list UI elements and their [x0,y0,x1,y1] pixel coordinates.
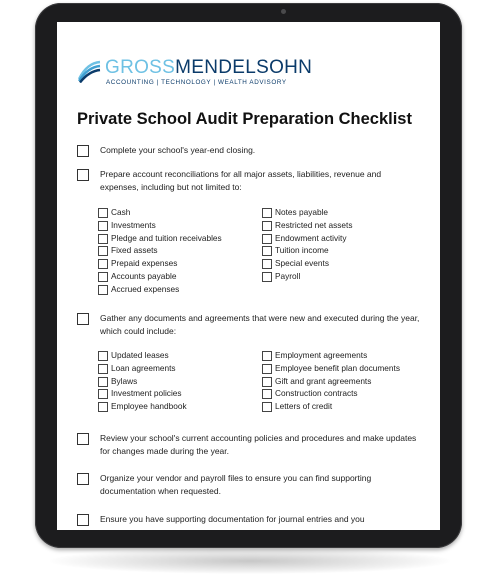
subitem-label: Payroll [275,270,301,281]
subitem-checkbox[interactable] [98,285,108,295]
subchecklist-left-column [98,349,187,413]
subitem-label: Gift and grant agreements [275,375,372,386]
subitem-checkbox[interactable] [262,351,272,361]
subitem-checkbox[interactable] [262,208,272,218]
subitem [98,270,222,283]
subitem-checkbox[interactable] [98,246,108,256]
floor-shadow [50,548,450,574]
subitem-label: Employment agreements [275,350,368,360]
subitem [98,362,187,375]
subitem-checkbox[interactable] [262,272,272,282]
subitem [262,270,352,283]
subitem-checkbox[interactable] [262,389,272,399]
subitem [98,232,222,245]
subitem-label: Accrued expenses [111,283,180,294]
subitem [98,206,222,219]
logo-tagline: ACCOUNTING | TECHNOLOGY | WEALTH ADVISORY [106,79,287,86]
item-text: Ensure you have supporting documentation for journal entries and you [100,514,365,524]
subitem-checkbox[interactable] [98,402,108,412]
subitem [262,206,352,219]
item-text: Prepare account reconciliations for all major assets, liabilities, revenue and expenses, including but not limited to: [100,169,382,192]
subitem-label: Tuition income [275,245,329,256]
subitem-checkbox[interactable] [98,389,108,399]
subitem [262,257,352,270]
subitem [98,219,222,232]
logo-mark-icon [77,59,101,83]
subitem [262,232,352,245]
subitem [98,283,222,296]
subitem [98,349,187,362]
subitem-label: Special events [275,258,329,269]
subitem-label: Loan agreements [111,362,176,373]
subitem-label: Employee handbook [111,401,187,412]
subitem [262,244,352,257]
subitem [98,387,187,400]
company-logo [77,59,357,89]
subchecklist-right-column [262,349,400,413]
subitem [98,400,187,413]
subitem-label: Bylaws [111,375,138,386]
camera-icon [281,9,286,14]
subitem [262,387,400,400]
subitem-checkbox[interactable] [262,402,272,412]
subitem [262,349,400,362]
subitem-label: Restricted net assets [275,219,353,230]
subitem-checkbox[interactable] [98,364,108,374]
subitem-checkbox[interactable] [98,351,108,361]
subitem-label: Investment policies [111,388,182,399]
item-text: Complete your school's year-end closing. [100,145,256,155]
subitem-checkbox[interactable] [98,208,108,218]
document-screen [57,22,440,530]
logo-name-part2: MENDELSOHN [175,57,313,78]
subitem-label: Pledge and tuition receivables [111,232,222,243]
subitem-checkbox[interactable] [262,234,272,244]
subitem-checkbox[interactable] [262,221,272,231]
item-checkbox[interactable] [77,145,89,157]
subitem-label: Endowment activity [275,232,347,243]
subitem-checkbox[interactable] [98,221,108,231]
logo-name-part1: GROSS [105,57,176,78]
subitem [98,244,222,257]
item-checkbox[interactable] [77,473,89,485]
subchecklist-left-column [98,206,222,296]
subitem [262,375,400,388]
subitem [262,362,400,375]
page-title: Private School Audit Preparation Checklist [77,110,412,128]
subitem-label: Fixed assets [111,245,158,256]
subitem-checkbox[interactable] [98,272,108,282]
subitem-label: Construction contracts [275,388,358,399]
subitem-checkbox[interactable] [98,377,108,387]
item-checkbox[interactable] [77,433,89,445]
subitem-checkbox[interactable] [262,377,272,387]
subitem [98,375,187,388]
item-checkbox[interactable] [77,514,89,526]
item-text: Gather any documents and agreements that were new and executed during the year, which could include: [100,313,420,336]
subitem-label: Letters of credit [275,401,333,412]
subitem-label: Investments [111,219,156,230]
subchecklist-right-column [262,206,352,283]
logo-wordmark [105,57,312,79]
item-checkbox[interactable] [77,313,89,325]
subitem-label: Cash [111,207,131,217]
item-text: Review your school's current accounting policies and procedures and make updates for changes made during the year. [100,433,417,456]
subitem-checkbox[interactable] [98,259,108,269]
subitem-label: Accounts payable [111,270,177,281]
subitem-checkbox[interactable] [262,259,272,269]
subitem-label: Employee benefit plan documents [275,362,400,373]
subitem-checkbox[interactable] [262,364,272,374]
subitem-label: Updated leases [111,350,169,360]
item-checkbox[interactable] [77,169,89,181]
subitem [262,219,352,232]
subitem [98,257,222,270]
subitem-checkbox[interactable] [262,246,272,256]
subitem-label: Notes payable [275,207,329,217]
item-text: Organize your vendor and payroll files to ensure you can find supporting documentation when requested. [100,473,372,496]
subitem-checkbox[interactable] [98,234,108,244]
subitem-label: Prepaid expenses [111,258,178,269]
subitem [262,400,400,413]
